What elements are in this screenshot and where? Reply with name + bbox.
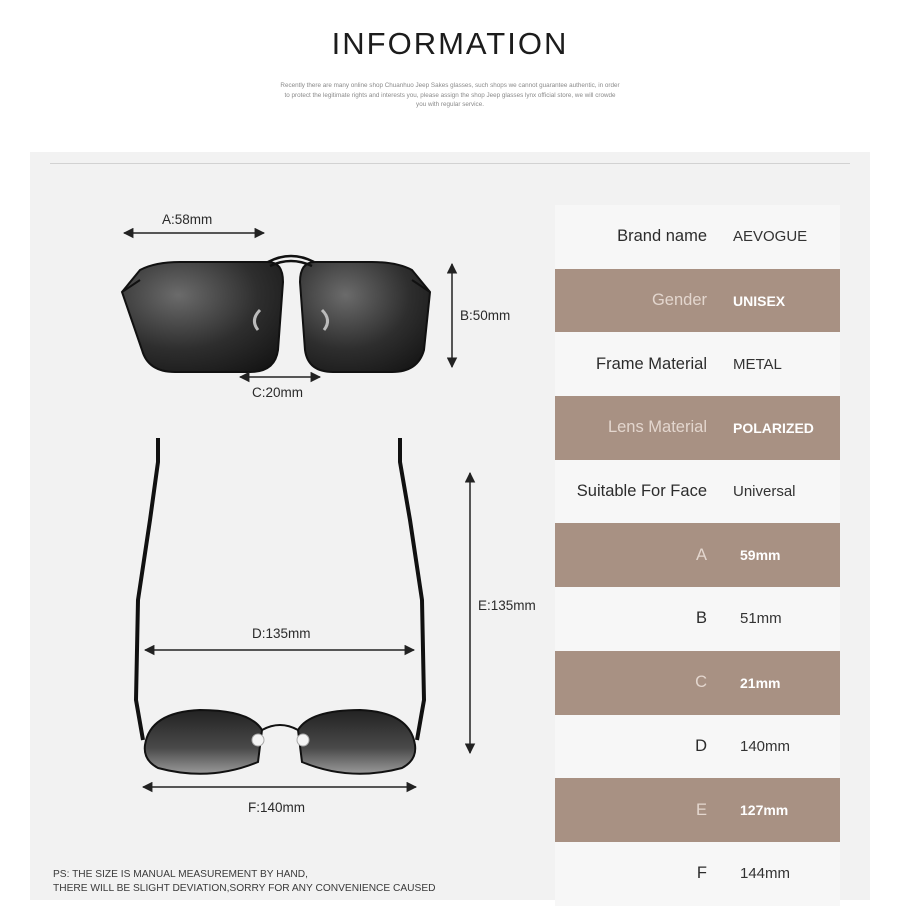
page-title: INFORMATION [331,26,569,61]
spec-label: D [695,736,707,755]
spec-label: Frame Material [596,354,707,373]
spec-row-f [555,842,840,906]
front-view-glasses [122,256,430,372]
spec-label: B [695,609,707,628]
dimension-e-label: E:135mm [478,598,536,613]
spec-value: METAL [733,355,782,373]
spec-value: 144mm [740,865,791,883]
spec-label: E [695,800,707,819]
dimension-a-label: A:58mm [162,212,213,227]
spec-label: A [695,545,707,564]
spec-label: Lens Material [607,418,707,437]
spec-row-gender [555,269,840,333]
spec-label: Suitable For Face [576,482,707,501]
intro-line: to protect the legitimate rights and interests you, please assign the shop Jeep glasses lynx official store, we will crowde [284,91,616,99]
dimension-b-label: B:50mm [460,308,511,323]
specs-table [555,205,840,906]
spec-row-brand [555,205,840,269]
spec-value: POLARIZED [733,419,814,436]
spec-label: F [696,864,707,883]
dimension-d-label: D:135mm [252,626,311,641]
intro-line: Recently there are many online shop Chuanhuo Jeep Sakes glasses, such shops we cannot guarantee authentic, in order [280,82,620,89]
spec-label: C [695,673,707,692]
spec-row-lens-material [555,396,840,460]
spec-row-frame-material [555,332,840,396]
spec-value: 21mm [740,674,781,691]
spec-row-c [555,651,840,715]
spec-row-b [555,587,840,651]
note-line: THERE WILL BE SLIGHT DEVIATION,SORRY FOR ANY CONVENIENCE CAUSED [53,882,436,894]
top-view-glasses [136,438,424,774]
spec-row-a [555,523,840,587]
spec-value: 127mm [740,802,789,819]
spec-label: Brand name [617,227,707,246]
spec-value: AEVOGUE [733,228,808,246]
spec-value: 51mm [740,610,782,628]
spec-value: UNISEX [733,292,786,309]
spec-label: Gender [651,291,707,310]
dimension-f-label: F:140mm [248,800,306,815]
intro-line: you with regular service. [416,101,484,108]
spec-value: 140mm [740,737,791,755]
dimension-c-label: C:20mm [252,385,304,400]
spec-row-d [555,715,840,779]
spec-value: Universal [733,483,796,501]
spec-row-e [555,778,840,842]
spec-value: 59mm [740,547,781,564]
spec-row-face [555,460,840,524]
note-line: PS: THE SIZE IS MANUAL MEASUREMENT BY HAND, [53,869,308,880]
measurement-note [53,868,436,895]
